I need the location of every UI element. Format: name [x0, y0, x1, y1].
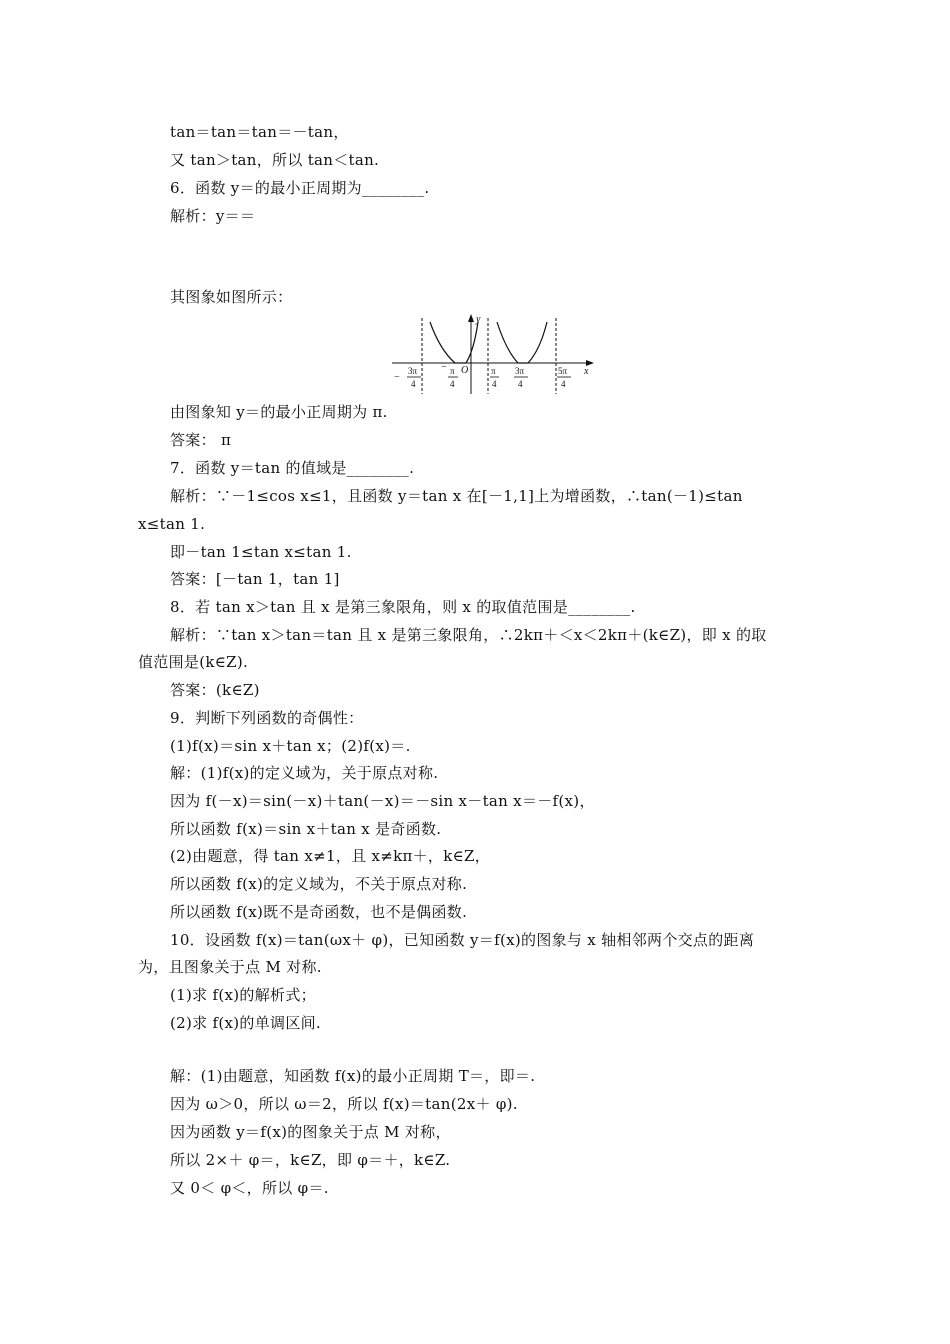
text-line: (2)求 f(x)的单调区间.: [170, 1014, 321, 1032]
text-line: 其图象如图所示：: [170, 288, 293, 306]
question-10: 10．设函数 f(x)＝tan(ωx＋ φ)，已知函数 y＝f(x)的图象与 x 轴相邻两个交点的距离: [170, 931, 755, 949]
tick-numerator: π: [450, 366, 455, 376]
text-line: (1)f(x)＝sin x＋tan x；(2)f(x)＝.: [170, 737, 411, 755]
text-line: 所以函数 f(x)＝sin x＋tan x 是奇函数.: [170, 820, 442, 838]
question-7: 7．函数 y＝tan 的值域是________.: [170, 459, 415, 477]
solution-10: 解：(1)由题意，知函数 f(x)的最小正周期 T＝，即＝.: [170, 1067, 536, 1085]
origin-label: O: [461, 365, 469, 376]
analysis-6: 解析：y＝＝: [170, 207, 256, 225]
text-line: x≤tan 1.: [138, 515, 206, 533]
tick-sign: −: [394, 372, 400, 383]
answer-7: 答案：[－tan 1，tan 1]: [170, 570, 340, 588]
text-line: 又 tan＞tan，所以 tan＜tan.: [170, 151, 380, 169]
y-axis-arrow: [468, 314, 474, 322]
text-line: 所以函数 f(x)的定义域为，不关于原点对称.: [170, 875, 468, 893]
solution-9: 解：(1)f(x)的定义域为，关于原点对称.: [170, 764, 439, 782]
question-6: 6．函数 y＝的最小正周期为________.: [170, 179, 430, 197]
text-line: (2)由题意，得 tan x≠1，且 x≠kπ＋，k∈Z，: [170, 847, 491, 865]
answer-8: 答案：(k∈Z): [170, 681, 260, 699]
text-line: 因为 f(－x)＝sin(－x)＋tan(－x)＝－sin x－tan x＝－f(x)，: [170, 792, 595, 810]
tick-numerator: 3π: [515, 366, 525, 376]
tick-sign: −: [441, 362, 447, 373]
tick-numerator: π: [491, 366, 496, 376]
text-line: 即－tan 1≤tan x≤tan 1.: [170, 543, 352, 561]
tick-denominator: 4: [518, 379, 523, 389]
tick-denominator: 4: [450, 379, 455, 389]
tick-denominator: 4: [492, 379, 497, 389]
tick-denominator: 4: [411, 379, 416, 389]
tangent-graph-figure: [388, 314, 598, 396]
analysis-8: 解析：∵tan x＞tan＝tan 且 x 是第三象限角，∴2kπ＋＜x＜2kπ＋(k∈Z)，即 x 的取: [170, 626, 767, 644]
curve-branch: [497, 322, 547, 363]
text-line: 为，且图象关于点 M 对称.: [138, 958, 322, 976]
analysis-7: 解析：∵－1≤cos x≤1，且函数 y＝tan x 在[－1,1]上为增函数，∴tan(－1)≤tan: [170, 487, 743, 505]
y-axis-label: y: [476, 314, 481, 325]
answer-6: 答案： π: [170, 431, 232, 449]
x-axis-label: x: [584, 366, 589, 377]
tick-numerator: 5π: [558, 366, 568, 376]
question-9: 9．判断下列函数的奇偶性：: [170, 709, 364, 727]
tick-numerator: 3π: [408, 366, 418, 376]
question-8: 8．若 tan x＞tan 且 x 是第三象限角，则 x 的取值范围是________.: [170, 598, 636, 616]
text-line: 所以函数 f(x)既不是奇函数，也不是偶函数.: [170, 903, 468, 921]
text-line: 因为函数 y＝f(x)的图象关于点 M 对称，: [170, 1123, 451, 1141]
text-line: 由图象知 y＝的最小正周期为 π.: [170, 403, 388, 421]
text-line: tan＝tan＝tan＝－tan，: [170, 123, 349, 141]
text-line: 所以 2×＋ φ＝，k∈Z，即 φ＝＋，k∈Z.: [170, 1151, 451, 1169]
tick-denominator: 4: [561, 379, 566, 389]
text-line: 值范围是(k∈Z).: [138, 653, 249, 671]
text-line: (1)求 f(x)的解析式；: [170, 986, 316, 1004]
text-line: 又 0＜ φ＜，所以 φ＝.: [170, 1179, 329, 1197]
text-line: 因为 ω＞0，所以 ω＝2，所以 f(x)＝tan(2x＋ φ).: [170, 1095, 518, 1113]
